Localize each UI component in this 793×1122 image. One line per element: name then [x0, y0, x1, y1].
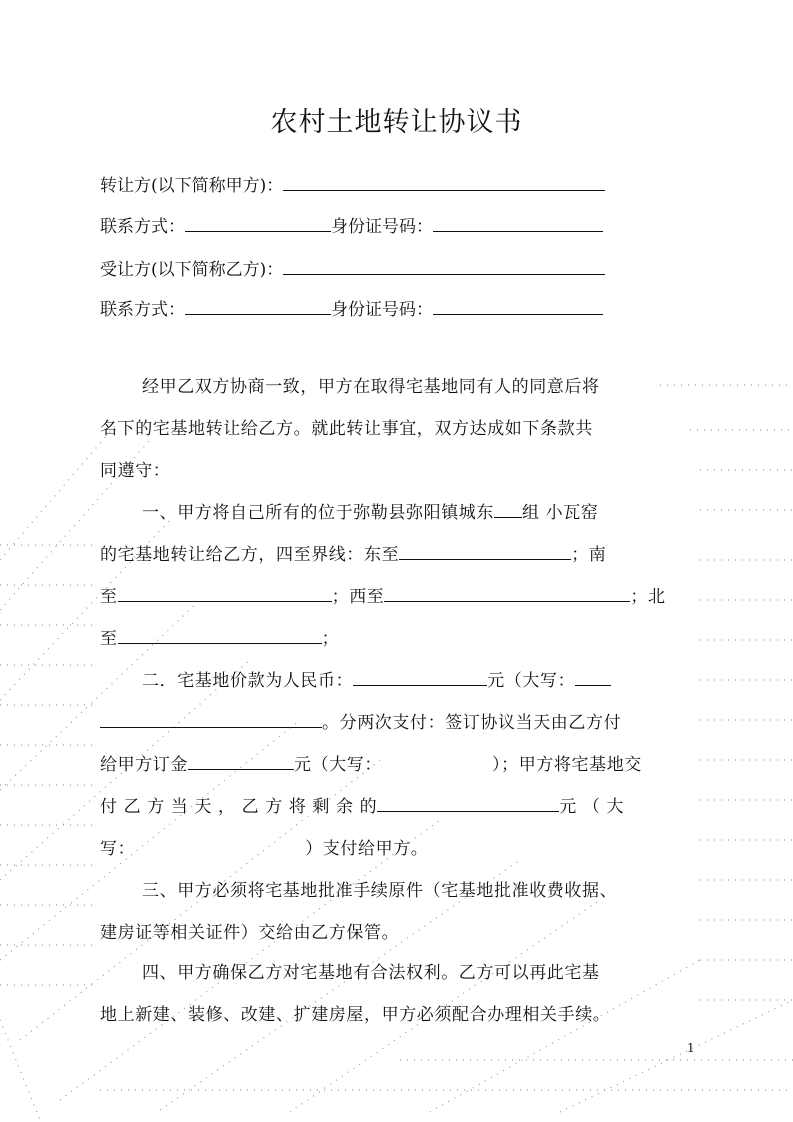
east-boundary-field[interactable] — [399, 539, 571, 560]
clause-4-line-2: 地上新建、装修、改建、扩建房屋，甲方必须配合办理相关手续。 — [100, 1005, 611, 1025]
intro-line-1: 经甲乙双方协商一致，甲方在取得宅基地同有人的同意后将 — [142, 377, 600, 397]
party-b-contact-field[interactable] — [185, 294, 331, 315]
clause-1-text-e: 至 — [100, 587, 118, 607]
west-boundary-field[interactable] — [384, 581, 630, 602]
party-b-id-label: 身份证号码： — [331, 300, 433, 320]
party-b-name-field[interactable] — [283, 254, 605, 275]
group-number-field[interactable] — [494, 497, 522, 518]
party-b-label: 受让方(以下简称乙方)： — [100, 260, 284, 280]
party-a-id-label: 身份证号码： — [331, 217, 433, 237]
clause-1-text-g: ；北 — [630, 587, 666, 607]
party-a-contact-label: 联系方式： — [100, 217, 185, 237]
page-number: 1 — [687, 1041, 695, 1055]
remaining-amount-field[interactable] — [377, 791, 559, 812]
south-boundary-field[interactable] — [118, 581, 332, 602]
party-b-contact-row — [100, 294, 603, 320]
party-b-contact-label: 联系方式： — [100, 300, 185, 320]
party-a-name-field[interactable] — [283, 170, 605, 191]
clause-1 — [100, 492, 693, 660]
intro-line-2: 名下的宅基地转让给乙方。就此转让事宜，双方达成如下条款共 — [100, 419, 593, 439]
clause-2-text-f: ）；甲方将宅基地交 — [492, 755, 642, 775]
price-capital-field[interactable] — [575, 665, 611, 686]
party-a-contact-field[interactable] — [185, 211, 331, 232]
party-b-row — [100, 254, 605, 280]
north-boundary-field[interactable] — [118, 623, 322, 644]
clause-2-text-e: 元（大写： — [294, 755, 382, 775]
clause-4 — [100, 952, 693, 1036]
clause-1-text-f: ；西至 — [331, 587, 385, 607]
intro-line-3: 同遵守： — [100, 461, 171, 481]
clause-1-text-c: 的宅基地转让给乙方，四至界线：东至 — [100, 545, 400, 565]
clause-2-text-j: ）支付给甲方。 — [305, 839, 429, 859]
clause-2-text-a: 二．宅基地价款为人民币： — [142, 671, 354, 691]
clause-3-line-2: 建房证等相关证件）交给由乙方保管。 — [100, 923, 400, 943]
clause-1-text-h: 至 — [100, 629, 118, 649]
price-amount-field[interactable] — [353, 665, 487, 686]
clause-3 — [100, 870, 693, 954]
clause-4-line-1: 四、甲方确保乙方对宅基地有合法权利。乙方可以再此宅基 — [142, 963, 600, 983]
party-b-id-field[interactable] — [433, 294, 603, 315]
party-a-contact-row — [100, 211, 603, 237]
clause-1-text-d: ；南 — [571, 545, 607, 565]
clause-2-text-c: 。分两次支付：签订协议当天由乙方付 — [322, 713, 622, 733]
clause-2-text-d: 给甲方订金 — [100, 755, 188, 775]
clause-2-text-i: 写： — [100, 839, 136, 859]
clause-1-text-b: 组 小瓦窑 — [522, 503, 599, 523]
page-title: 农村土地转让协议书 — [270, 107, 523, 138]
party-a-label: 转让方(以下简称甲方)： — [100, 176, 284, 196]
party-a-row — [100, 170, 605, 196]
deposit-amount-field[interactable] — [188, 749, 294, 770]
clause-3-line-1: 三、甲方必须将宅基地批准手续原件（宅基地批准收费收据、 — [142, 881, 618, 901]
clause-2-text-b: 元（大写： — [487, 671, 576, 691]
clause-1-text-a: 一、甲方将自己所有的位于弥勒县弥阳镇城东 — [142, 503, 494, 523]
party-a-id-field[interactable] — [433, 211, 603, 232]
clause-2 — [100, 660, 693, 870]
clause-2-text-h: 元 （ 大 — [559, 797, 625, 817]
clause-2-text-g: 付 乙 方 当 天 ， 乙 方 将 剩 余 的 — [100, 797, 378, 817]
price-capital-field-cont[interactable] — [100, 707, 322, 728]
intro-paragraph — [100, 366, 693, 492]
clause-1-text-i: ； — [321, 629, 340, 649]
